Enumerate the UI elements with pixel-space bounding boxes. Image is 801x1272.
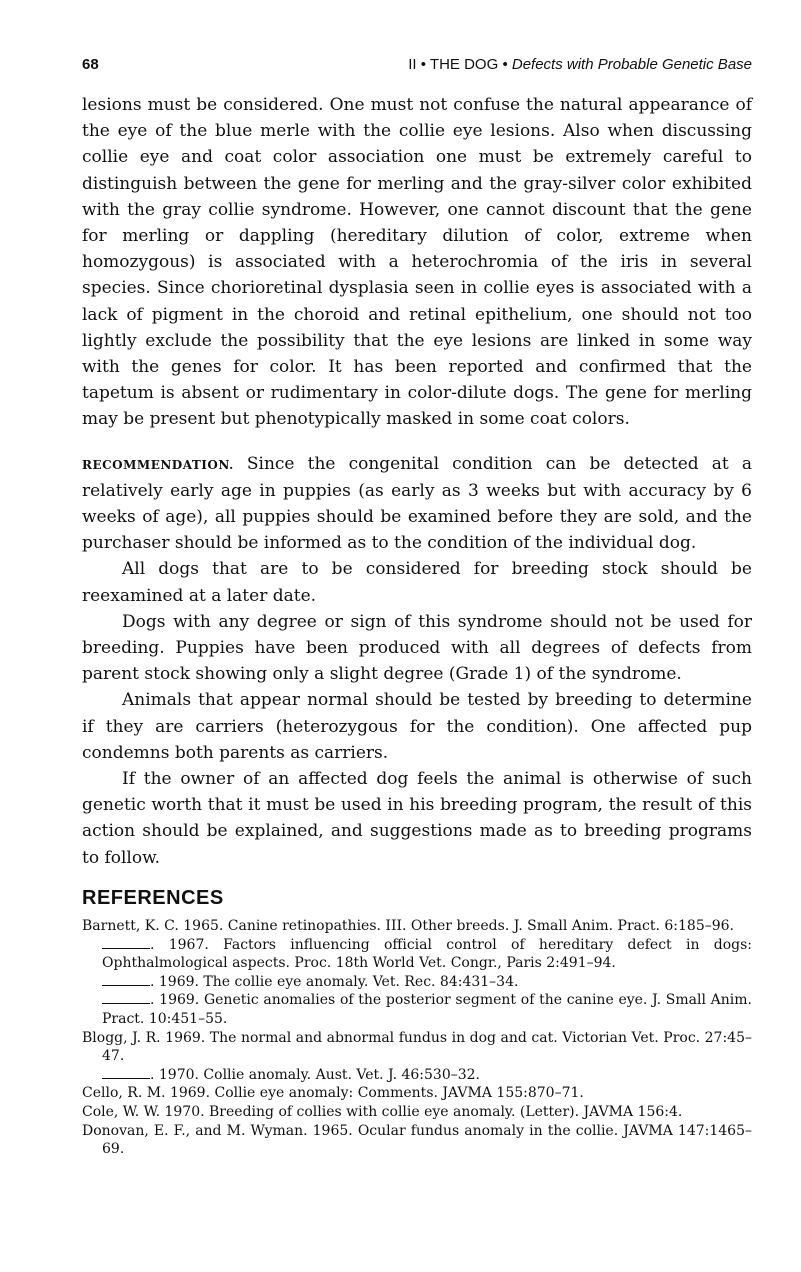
recommendation-paragraph — [82, 451, 752, 557]
references-list — [82, 917, 752, 1159]
paragraph: lesions must be considered. One must not confuse the natural appearance of the eye of the blue merle with the collie eye lesions. Also when discussing collie eye and coat color association one must be extremely careful to distinguish between the gene for merling and the gray-silver color exhibited with the gray collie syndrome. However, one cannot discount that the gene for merling or dappling (hereditary dilution of color, extreme when homozygous) is associated with a heterochromia of the iris in several species. Since chorioretinal dysplasia seen in collie eyes is associated with a lack of pigment in the choroid and retinal epithelium, one should not too lightly exclude the possibility that the eye lesions are linked in some way with the genes for color. It has been reported and confirmed that the tapetum is absent or rudimentary in color-dilute dogs. The gene for merling may be present but phenotypically masked in some coat colors. — [82, 95, 752, 430]
separator: • — [502, 56, 508, 73]
reference-item: Donovan, E. F., and M. Wyman. 1965. Ocular fundus anomaly in the collie. JAVMA 147:1465–69. — [82, 1122, 752, 1158]
paragraph: Animals that appear normal should be tested by breeding to determine if they are carriers (heterozygous for the condition). One affected pup condemns both parents as carriers. — [82, 690, 752, 763]
section-title: Defects with Probable Genetic Base — [511, 56, 752, 73]
ditto-rule — [102, 937, 150, 949]
page-number: 68 — [82, 56, 99, 73]
ditto-rule — [102, 992, 150, 1004]
recommendation-heading: RECOMMENDATION. — [82, 457, 234, 472]
reference-item: Barnett, K. C. 1965. Canine retinopathies. III. Other breeds. J. Small Anim. Pract. 6:185–96. — [82, 918, 734, 934]
reference-item: Blogg, J. R. 1969. The normal and abnormal fundus in dog and cat. Victorian Vet. Proc. 27:45–47. — [82, 1029, 752, 1065]
reference-item: . 1969. The collie eye anomaly. Vet. Rec. 84:431–34. — [82, 973, 752, 992]
running-header — [82, 56, 752, 80]
ditto-rule — [102, 1067, 150, 1079]
reference-item: Cole, W. W. 1970. Breeding of collies with collie eye anomaly. (Letter). JAVMA 156:4. — [82, 1103, 683, 1120]
ditto-rule — [102, 974, 150, 986]
references-heading: REFERENCES — [82, 887, 224, 909]
paragraph: If the owner of an affected dog feels the animal is otherwise of such genetic worth that it must be used in his breeding program, the result of this action should be explained, and suggestions made as to breeding programs to follow. — [82, 769, 752, 868]
reference-item: . 1969. Genetic anomalies of the posterior segment of the canine eye. J. Small Anim. Pract. 10:451–55. — [102, 992, 752, 1027]
reference-item: . 1970. Collie anomaly. Aust. Vet. J. 46:530–32. — [82, 1066, 752, 1085]
paragraph: Dogs with any degree or sign of this syndrome should not be used for breeding. Puppies have been produced with all degrees of defects from parent stock showing only a slight degree (Grade 1) of the syndrome. — [82, 611, 752, 685]
reference-item: Cello, R. M. 1969. Collie eye anomaly: Comments. JAVMA 155:870–71. — [82, 1085, 584, 1102]
part-number: II — [408, 56, 417, 73]
reference-item: . 1967. Factors influencing official control of hereditary defect in dogs: Ophthalmological aspects. Proc. 18th World Vet. Congr., Paris 2:491–94. — [102, 936, 752, 972]
body-text — [82, 92, 752, 871]
chapter-title: THE DOG — [429, 56, 499, 73]
paragraph: All dogs that are to be considered for breeding stock should be reexamined at a later date. — [82, 559, 752, 606]
recommendation-text: Since the congenital condition can be detected at a relatively early age in puppies (as early as 3 weeks but with accuracy by 6 weeks of age), all puppies should be examined before they are sold, and the purchaser should be informed as to the condition of the individual dog. — [82, 453, 752, 554]
separator: • — [420, 56, 427, 73]
running-title — [408, 56, 752, 73]
